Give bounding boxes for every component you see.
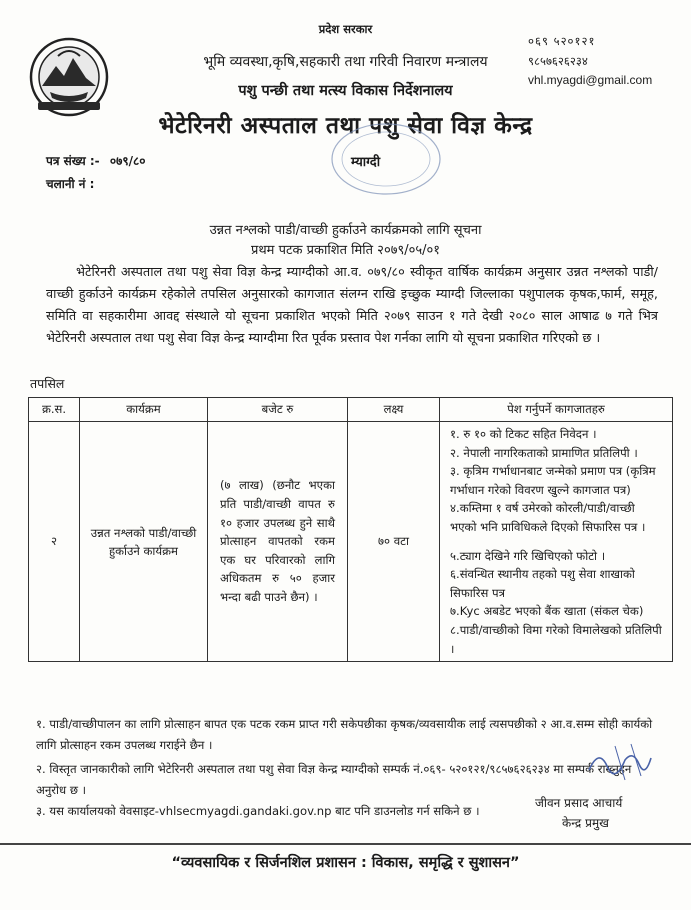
notice-subject: उन्नत नश्लको पाडी/वाच्छी हुर्काउने कार्यक्रमको लागि सूचना bbox=[209, 223, 482, 238]
note-3: ३. यस कार्यालयको वेवसाइट-vhlsecmyagdi.gandaki.gov.np बाट पनि डाउनलोड गर्न सकिने छ । bbox=[36, 804, 480, 818]
cell-budget: (७ लाख) (छनौट भएका प्रति पाडी/वाच्छी वापत रु १० हजार उपलब्ध हुने साथै प्रोत्साहन वापतको रकम एक घर परिवारको लागि अधिकतम रु ५० हजार भन्दा बढी पाउने छैन) । bbox=[208, 422, 348, 662]
signatory-name: जीवन प्रसाद आचार्य bbox=[535, 796, 623, 810]
directorate-title: पशु पन्छी तथा मत्स्य विकास निर्देशनालय bbox=[238, 83, 453, 99]
footer-slogan: “व्यवसायिक र सिर्जनशिल प्रशासन : विकास, समृद्धि र सुशासन” bbox=[171, 855, 520, 871]
ministry-title: भूमि व्यवस्था,कृषि,सहकारी तथा गरिवी निवारण मन्त्रालय bbox=[203, 54, 488, 70]
document-item: ४.कम्तिमा १ वर्ष उमेरको कोरली/पाडी/वाच्छी भएको भनि प्राविधिकले दिएको सिफारिस पत्र । bbox=[450, 501, 646, 534]
document-item: ८.पाडी/वाच्छीको विमा गरेको विमालेखको प्रतिलिपी । bbox=[450, 622, 662, 656]
document-item: ७.Kyc अबडेट भएको बैंक खाता (संकल चेक) bbox=[450, 604, 644, 619]
office-location: म्याग्दी bbox=[351, 155, 381, 170]
note-1: १. पाडी/वाच्छीपालन का लागि प्रोत्साहन बापत एक पटक रकम प्राप्त गरी सकेपछीका कृषक/व्यवसायीक लाई त्यसपछीको २ आ.व.सम्म सोही कार्यको लागि प्रोत्साहन रकम उपलब्ध गराईने छैन । bbox=[36, 717, 653, 752]
footer-divider bbox=[0, 843, 691, 845]
document-item: १. रु १० को टिकट सहित निवेदन । bbox=[450, 427, 597, 441]
publish-date: प्रथम पटक प्रकाशित मिति २०७९/०५/०१ bbox=[250, 243, 441, 258]
patra-value: ०७९/८० bbox=[109, 154, 146, 168]
document-item: २. नेपाली नागरिकताको प्रामाणित प्रतिलिपी । bbox=[450, 445, 638, 460]
cell-target: ७० वटा bbox=[348, 422, 440, 662]
govt-title: प्रदेश सरकार bbox=[318, 22, 373, 36]
office-title: भेटेरिनरी अस्पताल तथा पशु सेवा विज्ञ केन्द्र bbox=[158, 113, 533, 139]
tapsil-label: तपसिल bbox=[30, 376, 65, 391]
signature-mark-icon bbox=[585, 740, 655, 786]
header-documents: पेश गर्नुपर्ने कागजातहरु bbox=[440, 398, 673, 422]
header-target: लक्ष्य bbox=[348, 398, 440, 422]
header-program: कार्यक्रम bbox=[80, 398, 208, 422]
patra-sankhya bbox=[46, 152, 145, 169]
chalani-label: चलानी नं : bbox=[46, 177, 95, 191]
office-stamp-icon bbox=[330, 122, 442, 196]
header-budget: बजेट रु bbox=[208, 398, 348, 422]
signatory-role: केन्द्र प्रमुख bbox=[562, 816, 609, 830]
document-item: ६.संवन्धित स्थानीय तहको पशु सेवा शाखाको सिफारिस पत्र bbox=[450, 567, 635, 600]
cell-documents bbox=[440, 422, 673, 662]
phone-1: ०६९ ५२०१२१ bbox=[528, 34, 596, 48]
document-item: ३. कृत्रिम गर्भाधानबाट जन्मेको प्रमाण पत्र (कृत्रिम गर्भाधान गरेको विवरण खुल्ने कागजात पत्र) bbox=[450, 464, 656, 497]
notice-body-text: भेटेरिनरी अस्पताल तथा पशु सेवा विज्ञ केन्द्र म्याग्दीको आ.व. ०७९/८० स्वीकृत वार्षिक कार्यक्रम अनुसार उन्नत नश्लको पाडी/वाच्छी हुर्काउने कार्यक्रम रहेकोले तपसिल अनुसारको कागजात संलग्न राखि इच्छुक म्याग्दी जिल्लाका पशुपालक कृषक,फार्म, समूह, समिति वा सहकारीमा आवद्द संस्थाले यो सूचना प्रकाशित भएको मिति २०७९ साउन १ गते देखी २०८० साल आषाढ ७ गते भित्र भेटेरिनरी अस्पताल तथा पशु सेवा विज्ञ केन्द्र म्याग्दीमा रित पूर्वक प्रस्ताव पेश गर्नका लागि यो सूचना प्रकाशित गरिएको छ । bbox=[46, 265, 658, 346]
email-address: vhl.myagdi@gmail.com bbox=[528, 73, 653, 87]
phone-2: ९८५७६२६२३४ bbox=[528, 54, 588, 68]
cell-sn: २ bbox=[29, 422, 80, 662]
table-row bbox=[29, 422, 673, 662]
requirements-table bbox=[28, 397, 673, 662]
notice-body bbox=[46, 262, 658, 350]
note-2: २. विस्तृत जानकारीको लागि भेटेरिनरी अस्पताल तथा पशु सेवा विज्ञ केन्द्र म्याग्दीको सम्पर्क नं.०६९- ५२०१२१/९८५७६२६२३४ मा सम्पर्क राख्नुहन अनुरोध छ । bbox=[36, 762, 632, 797]
cell-program: उन्नत नश्लको पाडी/वाच्छी हुर्काउने कार्यक्रम bbox=[80, 422, 208, 662]
header-sn: क्र.स. bbox=[29, 398, 80, 422]
nepal-emblem-icon bbox=[28, 36, 110, 118]
table-header-row bbox=[29, 398, 673, 422]
document-item: ५.ट्याग देखिने गरि खिचिएको फोटो । bbox=[450, 548, 606, 563]
patra-label: पत्र संख्य :- bbox=[46, 154, 100, 168]
